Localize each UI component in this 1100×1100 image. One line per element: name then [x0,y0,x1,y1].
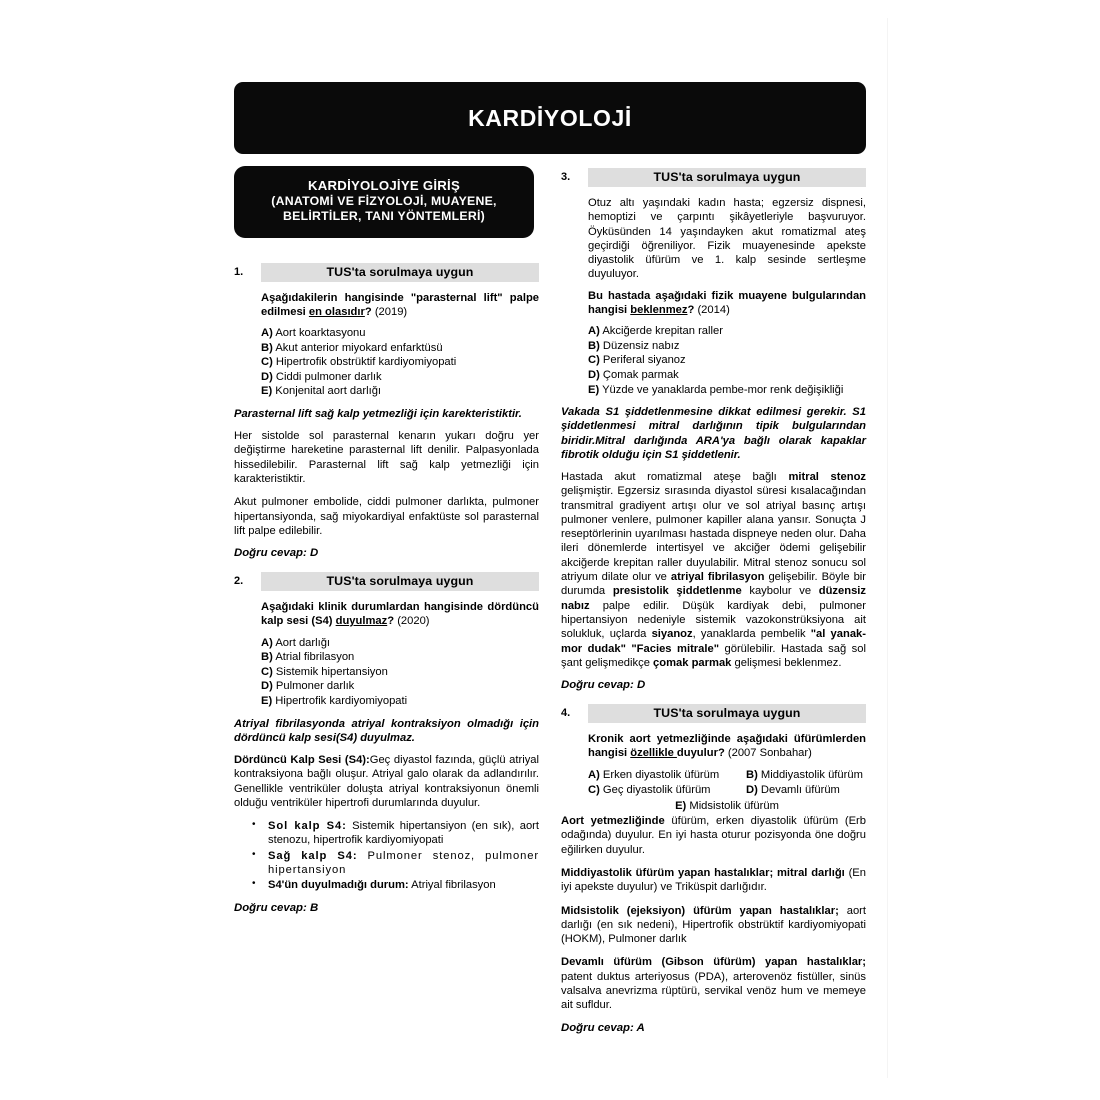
question-2-stem [261,600,539,628]
question-3-stem-pre: Bu hastada aşağıdaki fizik muayene bulgularından hangisi [588,289,866,316]
question-2-explanation [234,753,539,810]
question-3-badge: TUS'ta sorulmaya uygun [588,168,866,187]
option-letter: D) [261,680,273,693]
q3-seg-a: Hastada akut romatizmal ateşe bağlı [561,470,789,483]
option-item[interactable] [261,694,539,709]
question-3-stem [588,289,866,317]
question-2-highlight: Atriyal fibrilasyonda atriyal kontraksiyon olmadığı için dördüncü kalp sesi(S4) duyulmaz. [234,717,539,744]
question-1-explanation-p1: Her sistolde sol parasternal kenarın yukarı doğru yer değiştirme hareketine parasternal lift denilir. Palpasyonlada hissedilebilir. Parasternal lift sağ kalp yetmezliği için karakteristiktir. [234,430,539,485]
bullet-text: Pulmoner stenoz, pulmoner hipertansiyon [268,849,539,877]
question-1-stem-pre: Aşağıdakilerin hangisinde "parasternal lift" palpe edilmesi [261,291,539,318]
question-1-header [234,263,539,282]
option-letter: C) [261,665,273,678]
q3-seg-g: , yanaklarda pembelik [692,628,811,641]
question-1-answer: Doğru cevap: D [234,547,319,560]
question-1-number: 1. [234,265,244,278]
option-letter: B) [261,341,273,354]
option-text: Midsistolik üfürüm [689,799,779,812]
question-block-1 [234,263,539,560]
question-4-options [588,768,866,815]
option-letter: A) [261,326,273,339]
question-3-number: 3. [561,171,571,183]
option-letter: C) [261,356,273,369]
question-4-explanation-p2 [561,866,866,895]
option-item[interactable] [261,636,539,651]
question-2-year: (2020) [397,615,430,628]
bullet-item [250,849,539,878]
option-item[interactable] [588,383,866,398]
option-letter: C) [588,784,600,797]
question-2-stem-underlined: duyulmaz [335,615,388,628]
option-item[interactable] [261,650,539,665]
option-letter: E) [261,694,273,707]
option-text: Geç diyastolik üfürüm [602,784,711,797]
question-3-header [561,168,866,187]
question-1-body [234,291,539,399]
question-2-answer: Doğru cevap: B [234,901,319,914]
option-row [588,799,866,815]
q3-bold-presistolik: presistolik şiddetlenme [612,585,742,598]
question-2-header [234,572,539,591]
q3-bold-atriyal-fibrilasyon: atriyal fibrilasyon [670,571,765,584]
option-item[interactable] [588,368,866,383]
question-1-stem-post: ? [364,305,372,318]
option-text: Pulmoner darlık [275,680,355,693]
option-item[interactable] [746,769,863,781]
option-item[interactable] [261,665,539,680]
question-2-bullet-list [234,819,539,892]
option-letter: D) [261,370,273,383]
q4-p2-rest: (En iyi apekste duyulur) ve Triküspit darlığıdır. [561,866,866,894]
question-3-stem-underlined: beklenmez [630,303,688,316]
q3-bold-facies-mitrale: "al yanak-mor dudak" "Facies mitrale" [561,628,866,655]
section-title-box [234,166,534,238]
question-4-answer: Doğru cevap: A [561,1021,645,1034]
question-4-header [561,704,866,723]
question-3-stem-post: ? [687,303,695,316]
question-4-number: 4. [561,707,571,720]
option-item[interactable] [588,353,866,368]
question-1-explanation-p2: Akut pulmoner embolide, ciddi pulmoner darlıkta, pulmoner hipertansiyonda, sağ miyokardiyal enfaktüste sol parasternal lift palpe edilebilir. [234,496,539,537]
q3-bold-siyanoz: siyanoz [651,628,693,641]
q3-seg-i: gelişmesi beklenmez. [731,656,842,669]
question-1-highlight: Parasternal lift sağ kalp yetmezliği için karekteristiktir. [234,407,522,420]
question-2-stem-post: ? [387,615,395,628]
section-title-line-1: KARDİYOLOJİYE GİRİŞ [307,178,461,193]
question-3-body [561,196,866,397]
option-text: Ciddi pulmoner darlık [275,370,382,383]
option-item[interactable] [588,324,866,339]
option-item[interactable] [261,370,539,385]
q3-seg-d: gelişebilir. Böyle bir durumda [561,571,866,598]
option-item[interactable] [261,679,539,694]
question-2-stem-pre: Aşağıdaki klinik durumlardan hangisinde dördüncü kalp sesi (S4) [261,601,539,628]
q4-p1-rest: üfürüm, erken diyastolik üfürüm (Erb odağında) duyulur. En iyi hasta oturur pozisyonda öne doğru eğilirken duyulur. [561,815,866,856]
question-1-year: (2019) [374,305,408,318]
option-letter: A) [588,768,600,781]
option-row [588,768,866,784]
question-1-stem-underlined: en olasıdır [308,305,365,318]
option-text: Akciğerde krepitan raller [602,325,723,338]
bullet-item [250,819,539,848]
q4-p2-bold: Middiyastolik üfürüm yapan hastalıklar; mitral darlığı [561,866,845,879]
question-block-2 [234,572,539,913]
q4-p4-bold: Devamlı üfürüm (Gibson üfürüm) yapan hastalıklar; [561,956,866,969]
option-letter: E) [261,385,273,398]
option-item[interactable] [588,768,746,784]
question-2-body [234,600,539,708]
question-3-options [588,324,866,397]
bullet-item [250,878,539,892]
bullet-label: S4'ün duyulmadığı durum: [268,879,409,892]
question-4-year: (2007 Sonbahar) [727,747,812,760]
question-2-number: 2. [234,575,244,588]
option-text: Çomak parmak [602,368,679,381]
section-title-line-3: BELİRTİLER, TANI YÖNTEMLERİ) [283,209,485,223]
question-4-stem-underlined: özellikle [630,747,677,760]
question-4-stem-pre: Kronik aort yetmezliğinde aşağıdaki üfürümlerden hangisi [588,733,866,760]
option-text: Hipertrofik kardiyomiyopati [275,694,408,707]
section-title-line-2: (ANATOMİ VE FİZYOLOJİ, MUAYENE, [271,193,497,208]
option-text: Atrial fibrilasyon [275,651,355,664]
option-text: Middiyastolik üfürüm [760,768,863,781]
option-item[interactable] [261,341,539,356]
option-letter: B) [746,768,758,781]
chapter-banner [234,82,866,154]
option-text: Aort darlığı [275,636,331,649]
q3-seg-h: görülebilir. Hastada sağ sol şant gelişmedikçe [561,642,866,669]
question-4-stem-post: duyulur? [676,747,725,760]
right-column [561,168,866,1047]
question-3-answer: Doğru cevap: D [561,679,646,692]
option-item[interactable] [588,339,866,354]
question-block-4 [561,704,866,1033]
q3-seg-c: gelişmiştir. Egzersiz sırasında diyastol süresi kısalacağından transmitral gradiyent artışı olur ve sol atriyal basınç artışı pulmoner venlere, pulmoner kapiller alana yansır. Sonuçta J reseptörlerinin uyarılması hastada dispneye neden olur. Daha ileri dönemlerde intertisyel ve akciğer ödemi gelişebilir akciğerde krepitan raller duyulabilir. Mitral stenoz sonucu sol atriyum dilate olur ve [561,485,866,584]
chapter-title: KARDİYOLOJİ [468,104,632,131]
q4-p3-rest: aort darlığı (en sık nedeni), Hipertrofik obstrüktif kardiyomiyopati (HOKM), Pulmoner darlık [561,904,866,946]
option-text: Erken diyastolik üfürüm [602,768,720,781]
bullet-label: Sol kalp S4: [268,820,347,833]
option-item[interactable] [746,784,840,796]
option-letter: E) [675,799,687,812]
option-text: Yüzde ve yanaklarda pembe-mor renk değişikliği [602,383,844,396]
left-column [234,166,539,927]
option-letter: B) [588,339,600,352]
question-4-explanation-p4 [561,955,866,1012]
bullet-label: Sağ kalp S4: [268,849,358,862]
option-row [588,783,866,799]
question-2-explanation-rest: Geç diyastol fazında, güçlü atriyal kontraksiyona bağlı oluşur. Atriyal galo olarak da adlandırılır. Genellikle ventriküler doluşta atriyal kontraksiyonun önemli olduğu ventriküler hipertrofi durumlarında duyulur. [234,753,539,809]
option-letter: E) [588,383,600,396]
question-4-body [561,732,866,814]
question-block-3 [561,168,866,691]
question-3-highlight: Vakada S1 şiddetlenmesine dikkat edilmesi gerekir. S1 şiddetlenmesi mitral darlığının tipik bulgularından biridir.Mitral darlığında ARA'ya bağlı olarak kapaklar fibrotik olduğu için S1 şiddetlenir. [561,406,866,461]
option-item[interactable] [675,800,779,812]
option-text: Konjenital aort darlığı [275,385,382,398]
question-4-explanation-p1 [561,814,866,857]
option-text: Periferal siyanoz [602,354,686,367]
option-item[interactable] [588,783,746,799]
q4-p4-rest: patent duktus arteriyosus (PDA), arterovenöz fistüller, sinüs valsalva anevrizma rüptürü, servikal venöz hum ve memeye ait sufldur. [561,970,866,1012]
question-4-stem [588,732,866,760]
question-4-badge: TUS'ta sorulmaya uygun [588,704,866,723]
option-text: Düzensiz nabız [602,339,680,352]
q3-seg-e: kaybolur ve [741,585,819,598]
option-text: Devamlı üfürüm [760,784,840,797]
question-4-explanation-p3 [561,904,866,947]
option-item[interactable] [261,384,539,399]
question-3-year: (2014) [697,303,730,316]
question-1-badge: TUS'ta sorulmaya uygun [261,263,539,282]
q3-seg-f: palpe edilir. Düşük kardiyak debi, pulmoner hipertansiyon nedeniyle sistemik vazokonstrüksiyona ait solukluk, uçlarda [561,599,866,641]
option-letter: B) [261,651,273,664]
option-text: Aort koarktasyonu [275,326,366,339]
q3-bold-comak-parmak: çomak parmak [653,656,732,669]
q3-bold-duzensiz-nabiz: düzensiz nabız [561,585,866,612]
option-text: Hipertrofik obstrüktif kardiyomiyopati [275,356,457,369]
question-1-options [261,326,539,399]
option-item[interactable] [261,355,539,370]
option-letter: C) [588,354,600,367]
question-3-vignette: Otuz altı yaşındaki kadın hasta; egzersiz dispnesi, hemoptizi ve çarpıntı şikâyetleriyle başvuruyor. Öyküsünden 14 yaşındayken akut romatizmal ateş geçirdiği öğreniliyor. Fizik muayenesinde apekste diyastolik üfürüm ve 1. kalp sesinde sertleşme duyuluyor. [588,197,866,281]
option-letter: D) [746,784,758,797]
option-letter: A) [588,325,600,338]
option-text: Sistemik hipertansiyon [275,665,388,678]
q3-bold-mitral-stenoz: mitral stenoz [788,470,866,483]
question-2-badge: TUS'ta sorulmaya uygun [261,572,539,591]
bullet-text: Atriyal fibrilasyon [408,879,496,892]
question-2-options [261,636,539,709]
question-3-explanation [561,470,866,670]
q4-p3-bold: Midsistolik (ejeksiyon) üfürüm yapan hastalıklar; [561,904,839,917]
question-2-explanation-lead: Dördüncü Kalp Sesi (S4): [234,753,370,766]
option-letter: D) [588,368,600,381]
option-text: Akut anterior miyokard enfarktüsü [275,341,443,354]
question-1-stem [261,291,539,319]
option-item[interactable] [261,326,539,341]
option-letter: A) [261,636,273,649]
bullet-text: Sistemik hipertansiyon (en sık), aort stenozu, hipertrofik kardiyomiyopati [268,820,540,847]
q4-p1-bold: Aort yetmezliğinde [561,815,665,828]
